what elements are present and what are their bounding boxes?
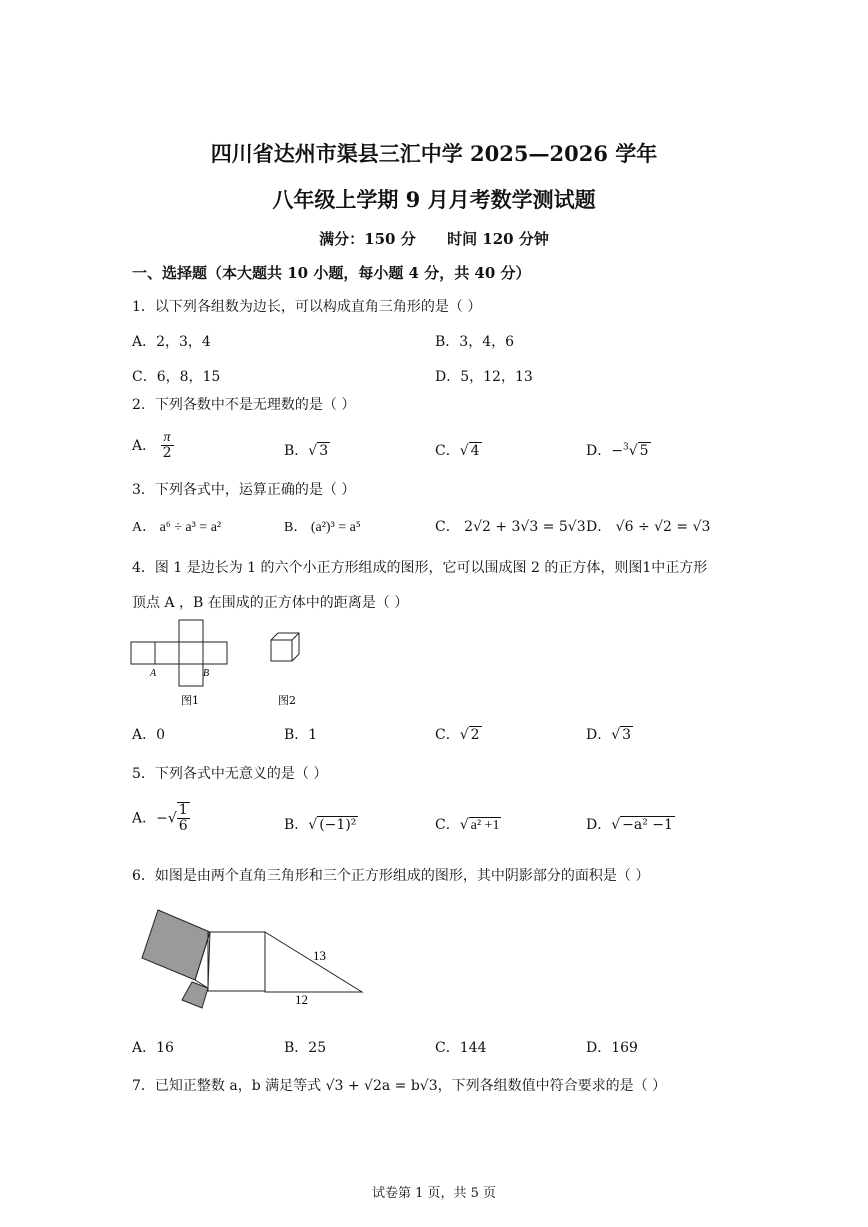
option-label: D．	[586, 443, 612, 459]
q1-stem: 1．以下列各组数为边长，可以构成直角三角形的是（ ）	[132, 299, 482, 315]
q7-stem	[132, 1075, 666, 1095]
exam-info	[0, 228, 868, 249]
q5-stem: 5．下列各式中无意义的是（ ）	[132, 766, 328, 782]
radicand: a² +1	[470, 818, 500, 833]
option-label: D．	[586, 817, 612, 833]
radicand: 3	[319, 443, 329, 459]
q3-option-c: C． 2√2 + 3√3 = 5√3	[435, 519, 586, 535]
q2-stem: 2．下列各数中不是无理数的是（ ）	[132, 397, 356, 413]
q7-equation: √3 + √2a = b√3	[325, 1078, 438, 1094]
q2-option-a	[132, 430, 174, 462]
q7-stem-pre: 7．已知正整数 a，b 满足等式	[132, 1078, 326, 1094]
radicand: (−1)²	[319, 817, 357, 833]
q2-option-c: C．√ 4	[435, 443, 480, 459]
option-label: C．	[435, 817, 460, 833]
minus-sign: −	[156, 810, 168, 827]
page-title-line1: 四川省达州市渠县三汇中学 2025—2026 学年	[210, 141, 658, 166]
radicand: 5	[639, 443, 649, 459]
q2-option-d: D．−$^3$√ 5	[586, 442, 649, 459]
page-footer: 试卷第 1 页，共 5 页	[371, 1186, 497, 1201]
q5-option-b: B．√ (−1)²	[284, 817, 357, 833]
q4-option-c: C．√ 2	[435, 727, 480, 743]
hypotenuse-label: 13	[313, 948, 326, 963]
minus-sign: −	[611, 443, 623, 459]
option-label: A．	[132, 437, 157, 454]
score-info: 满分：150 分	[319, 230, 416, 248]
q3-stem: 3．下列各式中，运算正确的是（ ）	[132, 482, 356, 498]
q4-figures	[128, 612, 328, 712]
fraction-numerator: 1	[178, 802, 188, 818]
q3-option-a: A． a⁶ ÷ a³ = a²	[132, 520, 222, 535]
q3-option-d: D． √6 ÷ √2 = √3	[586, 519, 711, 535]
option-label: A．	[132, 810, 157, 827]
leg-label: 12	[295, 992, 308, 1007]
time-info: 时间 120 分钟	[447, 230, 549, 248]
fig2-caption: 图2	[278, 694, 296, 707]
vertex-label-a: A	[150, 668, 157, 679]
q2-option-b: B．√ 3	[284, 443, 329, 459]
q5-option-d: D．√ −a² −1	[586, 817, 673, 833]
q6-option-d: D．169	[586, 1040, 638, 1056]
q1-option-d: D．5，12，13	[435, 369, 533, 385]
option-label: D．	[586, 727, 612, 743]
radicand: 3	[622, 727, 632, 743]
q5-option-c: C．√ a² +1	[435, 817, 500, 833]
middle-square	[208, 932, 265, 991]
vertex-label-b: B	[203, 668, 210, 679]
q1-option-b: B．3，4，6	[435, 334, 515, 350]
q1-option-a: A．2，3，4	[132, 334, 211, 350]
q6-option-c: C．144	[435, 1040, 487, 1056]
fraction-denominator: 6	[178, 818, 188, 835]
q6-option-a: A．16	[132, 1040, 174, 1056]
radicand: −a² −1	[622, 817, 673, 833]
q4-stem-line1: 4．图 1 是边长为 1 的六个小正方形组成的图形，它可以围成图 2 的正方体，则图1中正方形	[132, 560, 708, 576]
root-index: 3	[622, 442, 629, 453]
fig1-caption: 图1	[181, 694, 199, 707]
option-label: C．	[435, 443, 460, 459]
q1-option-c: C．6，8，15	[132, 369, 221, 385]
shaded-large-square	[142, 910, 210, 980]
q6-figure	[130, 900, 380, 1020]
q4-option-d: D．√ 3	[586, 727, 632, 743]
q3-option-b: B． (a²)³ = a⁵	[284, 520, 361, 535]
cube-figure	[271, 633, 299, 661]
q4-stem-line2: 顶点 A ，B 在围成的正方体中的距离是（ ）	[132, 595, 409, 611]
q5-option-a: A．−√ $\frac{1}{6}$	[132, 802, 188, 835]
q6-stem: 6．如图是由两个直角三角形和三个正方形组成的图形，其中阴影部分的面积是（ ）	[132, 868, 650, 884]
q6-option-b: B．25	[284, 1040, 327, 1056]
option-label: C．	[435, 727, 460, 743]
radicand: 4	[470, 443, 480, 459]
q7-stem-post: ，下列各组数值中符合要求的是（ ）	[437, 1078, 667, 1094]
fraction-numerator: π	[161, 430, 174, 446]
section-heading: 一、选择题（本大题共 10 小题，每小题 4 分，共 40 分）	[132, 264, 531, 282]
q4-option-a: A．0	[132, 727, 166, 743]
fraction-denominator: 2	[162, 445, 172, 462]
option-label: B．	[284, 443, 309, 459]
q4-option-b: B．1	[284, 727, 318, 743]
cube-net-figure	[131, 620, 227, 686]
radicand: 2	[470, 727, 480, 743]
page-title-line2: 八年级上学期 9 月月考数学测试题	[272, 187, 596, 212]
option-label: B．	[284, 817, 309, 833]
